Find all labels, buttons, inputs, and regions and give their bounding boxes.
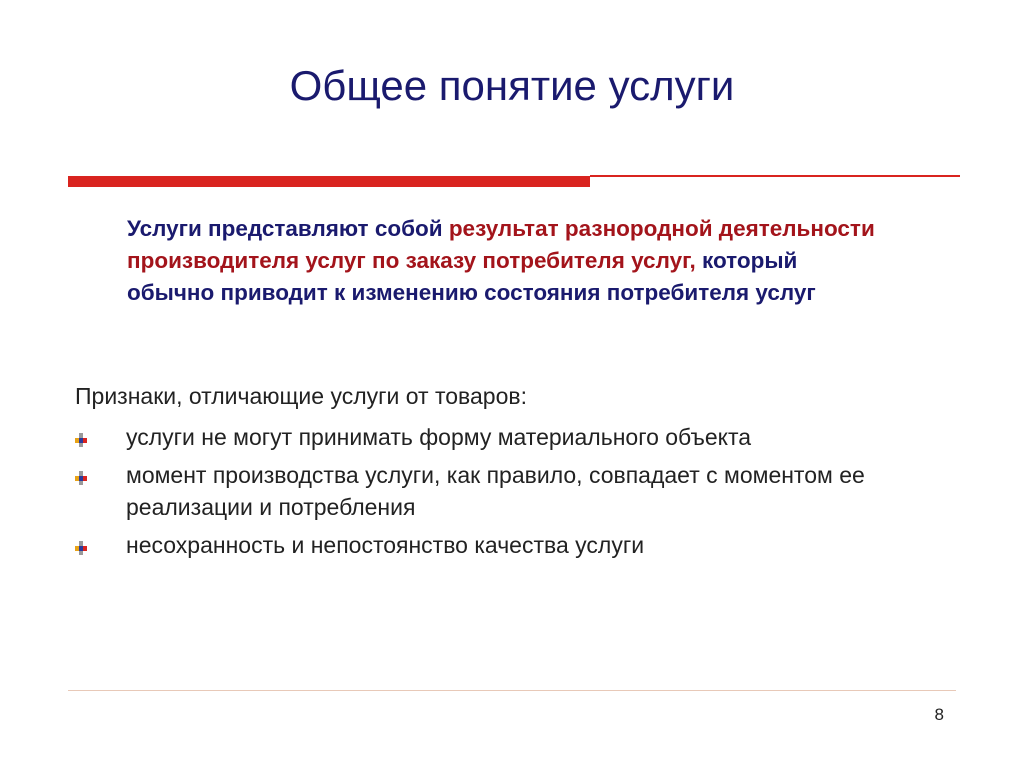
definition-accent: результат разнородной деятельности производителя услуг по заказу потребителя услуг, bbox=[127, 216, 875, 273]
list-item-text: момент производства услуги, как правило, совпадает с моментом ее реализации и потребления bbox=[126, 462, 865, 520]
list-item bbox=[75, 421, 955, 453]
multicolor-square-bullet-icon bbox=[75, 471, 87, 485]
multicolor-square-bullet-icon bbox=[75, 433, 87, 447]
title-underline-thick bbox=[68, 176, 590, 187]
definition-part-1: Услуги представляют собой bbox=[127, 216, 449, 241]
list-item-text: несохранность и непостоянство качества услуги bbox=[126, 532, 645, 558]
multicolor-square-bullet-icon bbox=[75, 541, 87, 555]
slide-title: Общее понятие услуги bbox=[289, 62, 735, 109]
definition-paragraph bbox=[127, 213, 887, 309]
footer-divider bbox=[68, 690, 956, 691]
page-number: 8 bbox=[934, 705, 944, 724]
list-item bbox=[75, 459, 955, 523]
title-underline-thin bbox=[590, 175, 960, 177]
features-list bbox=[75, 421, 955, 567]
list-item-text: услуги не могут принимать форму материального объекта bbox=[126, 424, 752, 450]
features-heading: Признаки, отличающие услуги от товаров: bbox=[75, 383, 527, 409]
definition-part-2: который обычно приводит к изменению состояния потребителя услуг bbox=[127, 248, 816, 305]
list-item bbox=[75, 529, 955, 561]
